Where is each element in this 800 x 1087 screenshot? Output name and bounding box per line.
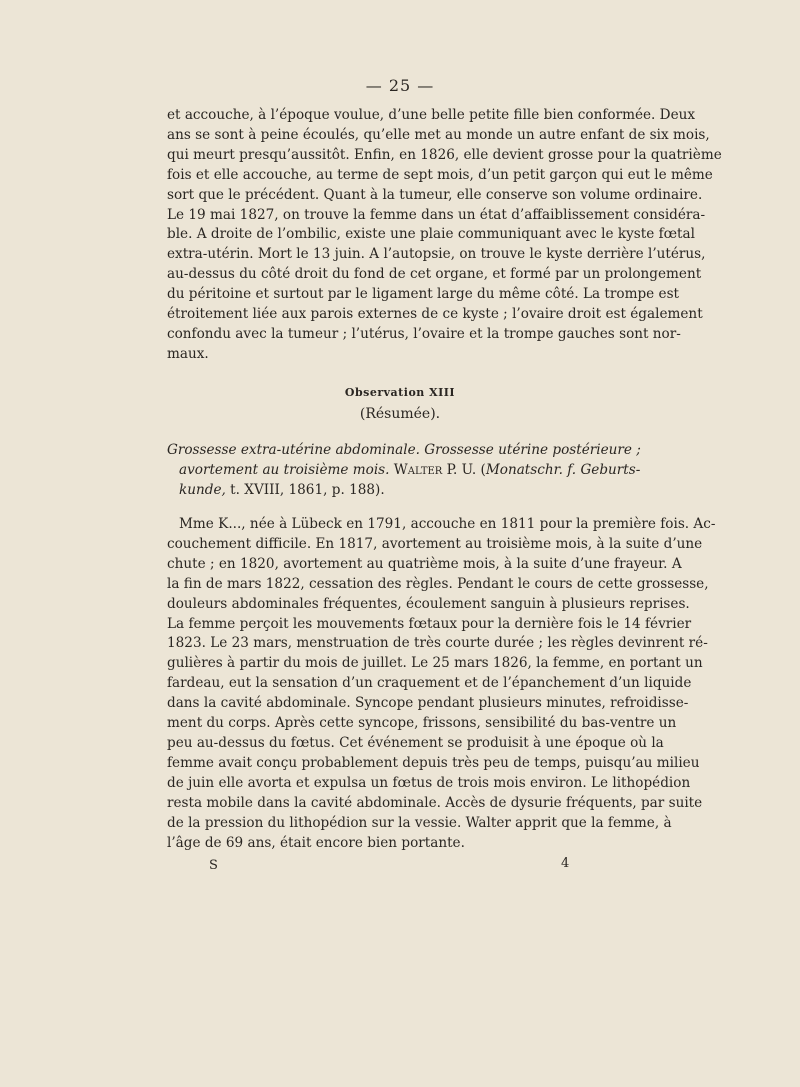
heading-line-2-title: avortement au troisième mois. [179, 461, 390, 478]
heading-line-3 [167, 481, 625, 501]
paragraph-2-line: couchement difficile. En 1817, avortement au troisième mois, à la suite d’une [167, 535, 703, 552]
paragraph-1-line: fois et elle accouche, au terme de sept mois, d’un petit garçon qui eut le même [167, 166, 713, 183]
paragraph-2-line: gulières à partir du mois de juillet. Le 25 mars 1826, la femme, en portant un [167, 655, 703, 672]
paragraph-1-line: qui meurt presqu’aussitôt. Enfin, en 1826, elle devient grosse pour la quatrième [167, 146, 722, 163]
paragraph-2-line: 1823. Le 23 mars, menstruation de très courte durée ; les règles devinrent ré- [167, 635, 708, 652]
paragraph-2-line: de juin elle avorta et expulsa un fœtus de trois mois environ. Le lithopédion [167, 774, 691, 791]
resume-label: (Résumée). [359, 406, 441, 422]
paragraph-1-line: ble. A droite de l’ombilic, existe une plaie communiquant avec le kyste fœtal [167, 226, 695, 243]
paragraph-2-line: la fin de mars 1822, cessation des règles. Pendant le cours de cette grossesse, [167, 575, 709, 592]
signature-number: 4 [561, 856, 570, 871]
paragraph-1-line: maux. [167, 345, 209, 362]
paragraph-1-line: extra-utérin. Mort le 13 juin. A l’autopsie, on trouve le kyste derrière l’utérus, [167, 246, 706, 263]
paragraph-2-line: La femme perçoit les mouvements fœtaux pour la dernière fois le 14 février [167, 615, 692, 632]
paragraph-1-line: Le 19 mai 1827, on trouve la femme dans un état d’affaiblissement considéra- [167, 206, 706, 223]
paragraph-2-line: fardeau, eut la sensation d’un craquement et de l’épanchement d’un liquide [167, 675, 692, 692]
paragraph-2-line: dans la cavité abdominale. Syncope pendant plusieurs minutes, refroidisse- [167, 695, 689, 712]
paragraph-1-line: du péritoine et surtout par le ligament large du même côté. La trompe est [167, 286, 680, 303]
heading-line-2 [167, 461, 641, 481]
paragraph-1-line: étroitement liée aux parois externes de ce kyste ; l’ovaire droit est également [167, 306, 703, 323]
heading-journal-cont: kunde, [179, 481, 226, 498]
paragraph-2-line: chute ; en 1820, avortement au quatrième mois, à la suite d’une frayeur. A [167, 555, 682, 572]
paragraph-1-line: confondu avec la tumeur ; l’utérus, l’ovaire et la trompe gauches sont nor- [167, 325, 681, 342]
paragraph-2-line: Mme K..., née à Lübeck en 1791, accouche en 1811 pour la première fois. Ac- [179, 516, 716, 532]
heading-author: Walter P. U. [393, 461, 477, 478]
heading-journal: Monatschr. f. Geburts- [485, 461, 641, 478]
observation-title: Observation XIII [344, 386, 456, 399]
paragraph-2-line: douleurs abdominales fréquentes, écoulement sanguin à plusieurs reprises. [167, 595, 690, 612]
paragraph-2-line: de la pression du lithopédion sur la vessie. Walter apprit que la femme, à [167, 814, 672, 831]
page-number: — 25 — [365, 76, 435, 95]
paragraph-2-line: femme avait conçu probablement depuis très peu de temps, puisqu’au milieu [167, 754, 700, 771]
paragraph-1-line: et accouche, à l’époque voulue, d’une belle petite fille bien conformée. Deux [167, 107, 696, 123]
heading-citation: t. XVIII, 1861, p. 188). [230, 481, 385, 498]
paragraph-2 [167, 515, 716, 853]
paragraph-2-line: ment du corps. Après cette syncope, frissons, sensibilité du bas-ventre un [167, 715, 677, 732]
paragraph-1 [167, 106, 722, 365]
paragraph-1-line: au-dessus du côté droit du fond de cet organe, et formé par un prolongement [167, 266, 702, 283]
heading-line-1: Grossesse extra-utérine abdominale. Grossesse utérine postérieure ; [167, 442, 641, 458]
observation-heading [167, 441, 641, 501]
heading-ref-open: ( [480, 461, 486, 478]
paragraph-2-line: l’âge de 69 ans, était encore bien portante. [167, 834, 465, 851]
paragraph-2-line: resta mobile dans la cavité abdominale. Accès de dysurie fréquents, par suite [167, 794, 703, 811]
paragraph-1-line: sort que le précédent. Quant à la tumeur, elle conserve son volume ordinaire. [167, 186, 703, 203]
paragraph-1-line: ans se sont à peine écoulés, qu’elle met au monde un autre enfant de six mois, [167, 126, 710, 143]
signature-letter: S [209, 858, 218, 873]
paragraph-2-line: peu au-dessus du fœtus. Cet événement se produisit à une époque où la [167, 734, 664, 751]
